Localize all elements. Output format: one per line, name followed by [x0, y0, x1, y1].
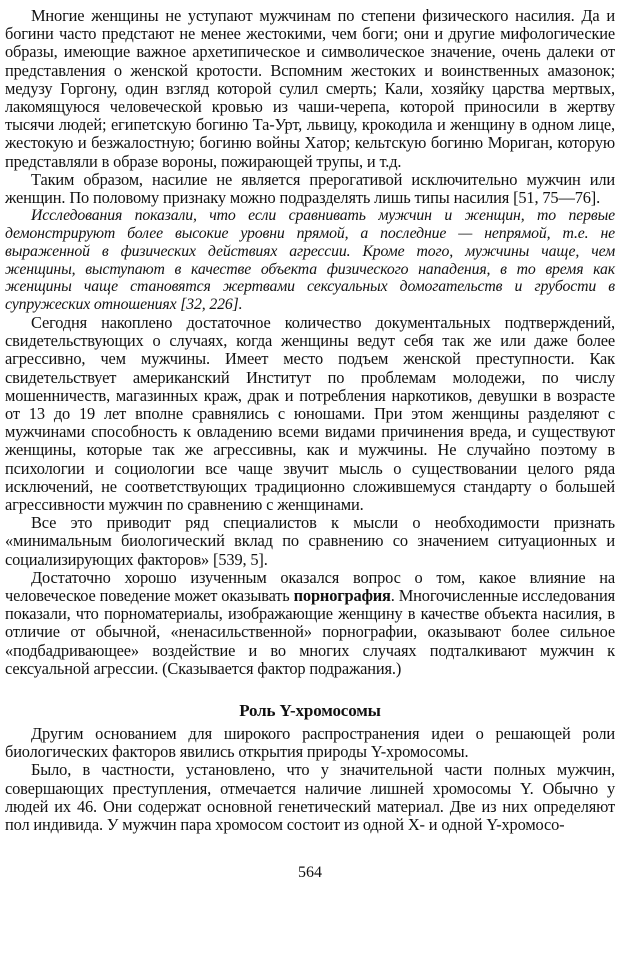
main-text-column — [5, 7, 615, 834]
paragraph-violence-not-prerogative: Таким образом, насилие не является прерогативой исключительно мужчин или женщин. По половому признаку можно подразделять лишь типы насилия [51, 75—76]. — [5, 169, 615, 208]
pornography-keyword: порнография — [293, 586, 391, 606]
section-heading-y-chromosome: Роль Y-хромосомы — [239, 701, 381, 721]
paragraph-y-chromosome-discoveries: Другим основанием для широкого распространения идеи о решающей роли биологических факторов явились открытия природы Y-хромосомы. — [5, 724, 615, 762]
pornography-text-before: Достаточно хорошо изученным оказался вопрос о том, какое влияние на человеческое поведение может оказывать — [5, 567, 615, 606]
paragraph-extra-y-chromosome: Было, в частности, установлено, что у значительной части полных мужчин, совершающих преступления, отмечается наличие лишней хромосомы Y. Обычно у людей их 46. Они содержат основной генетический материал. Две из них определяют пол индивида. У мужчин пара хромосом состоит из одной X- и одной Y-хромосо- — [5, 760, 615, 835]
page-number: 564 — [298, 864, 322, 881]
paragraph-minimal-biological-contribution: Все это приводит ряд специалистов к мысли о необходимости признать «минимальным биологический вклад по сравнению со значением ситуационных и социализирующих факторов» [539, 5]. — [5, 513, 615, 569]
paragraph-pornography — [5, 569, 615, 678]
paragraph-research-quote: Исследования показали, что если сравнивать мужчин и женщин, то первые демонстрируют более высокие уровни прямой, а последние — непрямой, т.е. не выраженной в физических действиях агрессии. Кроме того, мужчины чаще, чем женщины, выступают в качестве объекта физического нападения, в то время как женщины чаще становятся жертвами сексуальных домогательств и грубости в супружеских отношениях [32, 226]. — [5, 207, 615, 314]
pornography-text-after: . Многочисленные исследования показали, что порноматериалы, изображающие женщину в качестве объекта насилия, в отличие от обычной, «ненасильственной» порнографии, оказывают более сильное «подбадривающее» воздействие и во многих случаях подталкивают мужчин к сексуальной агрессии. (Сказывается фактор подражания.) — [5, 586, 615, 678]
paragraph-female-violence-myths: Многие женщины не уступают мужчинам по степени физического насилия. Да и богини часто предстают не менее жестокими, чем боги; они и другие мифологические образы, имеющие важное архетипическое и символическое значение, очень далеки от представления о женской кротости. Вспомним жестоких и воинственных амазонок; медузу Горгону, один взгляд которой сулил смерть; Кали, хозяйку царства мертвых, лакомящуюся человеческой кровью из чаши-черепа, которой приносили в жертву тысячи людей; египетскую богиню Та-Урт, львицу, крокодила и женщину в одном лице, жестокую и безжалостную; богиню войны Хатор; кельтскую богиню Мориган, которую представляли в образе вороны, пожирающей трупы, и т.д. — [5, 6, 615, 171]
paragraph-documented-female-aggression: Сегодня накоплено достаточное количество документальных подтверждений, свидетельствующих о случаях, когда женщины ведут себя так же или даже более агрессивно, чем мужчины. Имеет место подъем женской преступности. Как свидетельствует американский Институт по проблемам молодежи, по числу мошенничеств, магазинных краж, драк и потребления наркотиков, девушки в возрасте от 13 до 19 лет вполне сравнялись с юношами. При этом женщины разделяют с мужчинами способность к овладению всеми видами причинения вреда, и существуют женщины, которые так же агрессивны, как и мужчины. Не случайно поэтому в психологии и социологии все чаще звучит мысль о существовании целого ряда исключений, не соответствующих традиционно сложившемуся стандарту о большей агрессивности мужчин по сравнению с женщинами. — [5, 313, 615, 515]
